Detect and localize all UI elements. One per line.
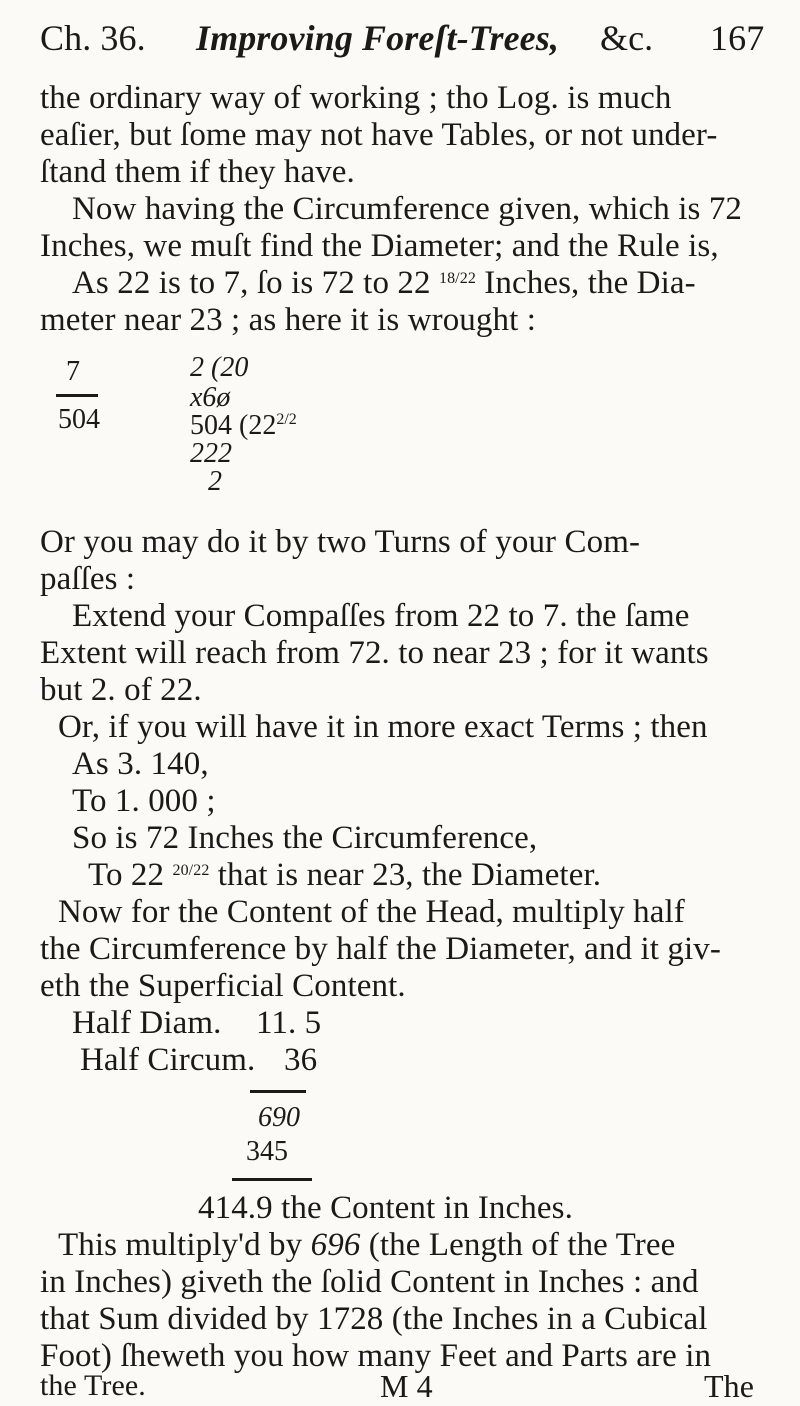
text-line-18: Now for the Content of the Head, multiply half: [58, 894, 685, 930]
text-line-22: in Inches) giveth the ſolid Content in Inches : and: [40, 1264, 699, 1300]
text-line-9: paſſes :: [40, 561, 136, 597]
text-line-8: Or you may do it by two Turns of your Com-: [40, 524, 641, 560]
division-row-3-frac: 2/2: [276, 411, 297, 428]
running-head-title-word2: Foreſt-Trees,: [362, 18, 559, 58]
half-diam-value: 11. 5: [256, 1005, 322, 1041]
half-circum-label: Half Circum.: [80, 1042, 256, 1078]
fraction-18-22: 18/22: [438, 270, 476, 287]
page-number: 167: [710, 18, 765, 58]
running-head-chapter: Ch. 36.: [40, 18, 146, 58]
text-line-25: the Tree.: [40, 1369, 146, 1402]
half-circum-value: 36: [284, 1042, 318, 1078]
result-text: the Content in Inches.: [281, 1190, 573, 1226]
text-line-17-b: that is near 23, the Diameter.: [217, 857, 602, 893]
text-line-14: As 3. 140,: [72, 746, 209, 782]
text-line-4: Now having the Circumference given, which is 72: [72, 191, 743, 227]
running-head-title: [196, 18, 559, 58]
signature-mark: M 4: [380, 1368, 433, 1404]
text-line-6-a: As 22 is to 7, ſo is 72 to 22: [72, 265, 431, 301]
text-line-15: To 1. 000 ;: [72, 783, 216, 819]
text-line-3: ſtand them if they have.: [40, 154, 355, 190]
text-line-23: that Sum divided by 1728 (the Inches in a Cubical: [40, 1301, 708, 1337]
text-line-6-b: Inches, the Dia-: [484, 265, 696, 301]
text-line-7: meter near 23 ; as here it is wrought :: [40, 302, 536, 338]
text-line-13: Or, if you will have it in more exact Terms ; then: [58, 709, 708, 745]
text-line-5: Inches, we muſt find the Diameter; and the Rule is,: [40, 228, 719, 264]
mult-rule-1: [250, 1090, 306, 1093]
division-row-2: x6ø: [190, 382, 231, 413]
result-value: 414.9: [198, 1190, 273, 1226]
text-line-2: eaſier, but ſome may not have Tables, or not under-: [40, 117, 718, 153]
text-line-1: the ordinary way of working ; tho Log. is much: [40, 80, 672, 116]
text-line-11: Extent will reach from 72. to near 23 ; for it wants: [40, 635, 709, 671]
text-line-20: eth the Superficial Content.: [40, 968, 406, 1004]
division-row-3-text: 504 (22: [190, 410, 277, 441]
division-product: 504: [58, 404, 100, 435]
division-rule: [56, 394, 98, 397]
text-line-19: the Circumference by half the Diameter, and it giv-: [40, 931, 721, 967]
mult-rule-2: [232, 1178, 312, 1181]
text-line-16: So is 72 Inches the Circumference,: [72, 820, 538, 856]
division-row-5: 2: [208, 466, 222, 497]
division-row-4: 222: [190, 438, 232, 469]
mult-row-2: 345: [246, 1136, 288, 1167]
text-line-21-b: (the Length of the Tree: [368, 1227, 676, 1263]
half-diam-label: Half Diam.: [72, 1005, 222, 1041]
division-divisor: 7: [66, 356, 80, 387]
text-line-21: [58, 1225, 675, 1265]
text-line-17-a: To 22: [88, 857, 165, 893]
result-line: [198, 1188, 573, 1228]
text-line-10: Extend your Compaſſes from 22 to 7. the ſame: [72, 598, 690, 634]
mult-row-1: 690: [258, 1102, 300, 1133]
length-value: 696: [310, 1227, 361, 1263]
running-head-title-word1: Improving: [196, 18, 353, 58]
catchword: The: [704, 1368, 755, 1404]
text-line-24: Foot) ſheweth you how many Feet and Parts are in: [40, 1338, 712, 1374]
division-row-1: 2 (20: [190, 352, 249, 383]
fraction-20-22: 20/22: [172, 862, 210, 879]
running-head-etc: &c.: [600, 18, 654, 58]
text-line-21-a: This multiply'd by: [58, 1227, 303, 1263]
text-line-12: but 2. of 22.: [40, 672, 202, 708]
